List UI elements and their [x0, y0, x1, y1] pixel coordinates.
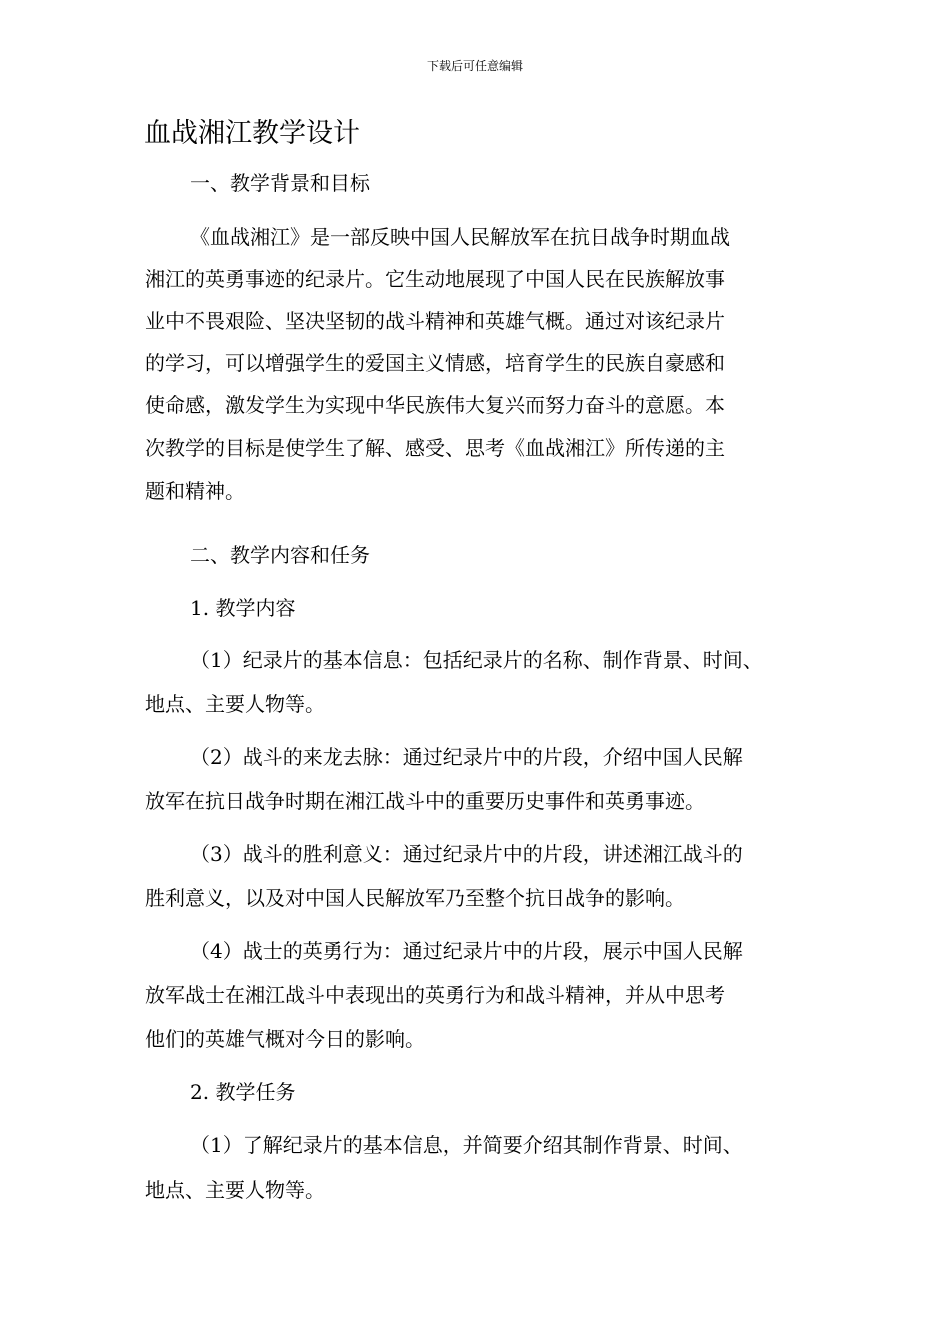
paragraph-line: 使命感，激发学生为实现中华民族伟大复兴而努力奋斗的意愿。本 — [145, 393, 725, 417]
header-note: 下载后可任意编辑 — [426, 59, 523, 73]
paragraph-line: 《血战湘江》是一部反映中国人民解放军在抗日战争时期血战 — [190, 225, 730, 249]
subsection-heading: 1. 教学内容 — [190, 596, 296, 620]
page-title: 血战湘江教学设计 — [144, 118, 360, 149]
list-item-line: （1）了解纪录片的基本信息，并简要介绍其制作背景、时间、 — [190, 1133, 743, 1157]
list-item-line: （1）纪录片的基本信息：包括纪录片的名称、制作背景、时间、 — [190, 648, 763, 672]
list-item-line: 放军战士在湘江战斗中表现出的英勇行为和战斗精神，并从中思考 — [145, 983, 725, 1007]
section-heading-2: 二、教学内容和任务 — [190, 543, 370, 567]
list-item-line: 地点、主要人物等。 — [145, 692, 325, 716]
section-heading-1: 一、教学背景和目标 — [190, 171, 370, 195]
list-item-line: 胜利意义，以及对中国人民解放军乃至整个抗日战争的影响。 — [145, 886, 685, 910]
list-item-line: 他们的英雄气概对今日的影响。 — [145, 1027, 425, 1051]
list-item-line: 地点、主要人物等。 — [145, 1178, 325, 1202]
list-item-line: （2）战斗的来龙去脉：通过纪录片中的片段，介绍中国人民解 — [190, 745, 743, 769]
list-item-line: 放军在抗日战争时期在湘江战斗中的重要历史事件和英勇事迹。 — [145, 789, 705, 813]
paragraph-line: 业中不畏艰险、坚决坚韧的战斗精神和英雄气概。通过对该纪录片 — [145, 309, 725, 333]
subsection-heading: 2. 教学任务 — [190, 1080, 296, 1104]
list-item-line: （4）战士的英勇行为：通过纪录片中的片段，展示中国人民解 — [190, 939, 743, 963]
paragraph-line: 次教学的目标是使学生了解、感受、思考《血战湘江》所传递的主 — [145, 436, 725, 460]
paragraph-line: 的学习，可以增强学生的爱国主义情感，培育学生的民族自豪感和 — [145, 351, 725, 375]
list-item-line: （3）战斗的胜利意义：通过纪录片中的片段，讲述湘江战斗的 — [190, 842, 743, 866]
paragraph-line: 湘江的英勇事迹的纪录片。它生动地展现了中国人民在民族解放事 — [145, 267, 725, 291]
paragraph-line: 题和精神。 — [145, 479, 245, 503]
